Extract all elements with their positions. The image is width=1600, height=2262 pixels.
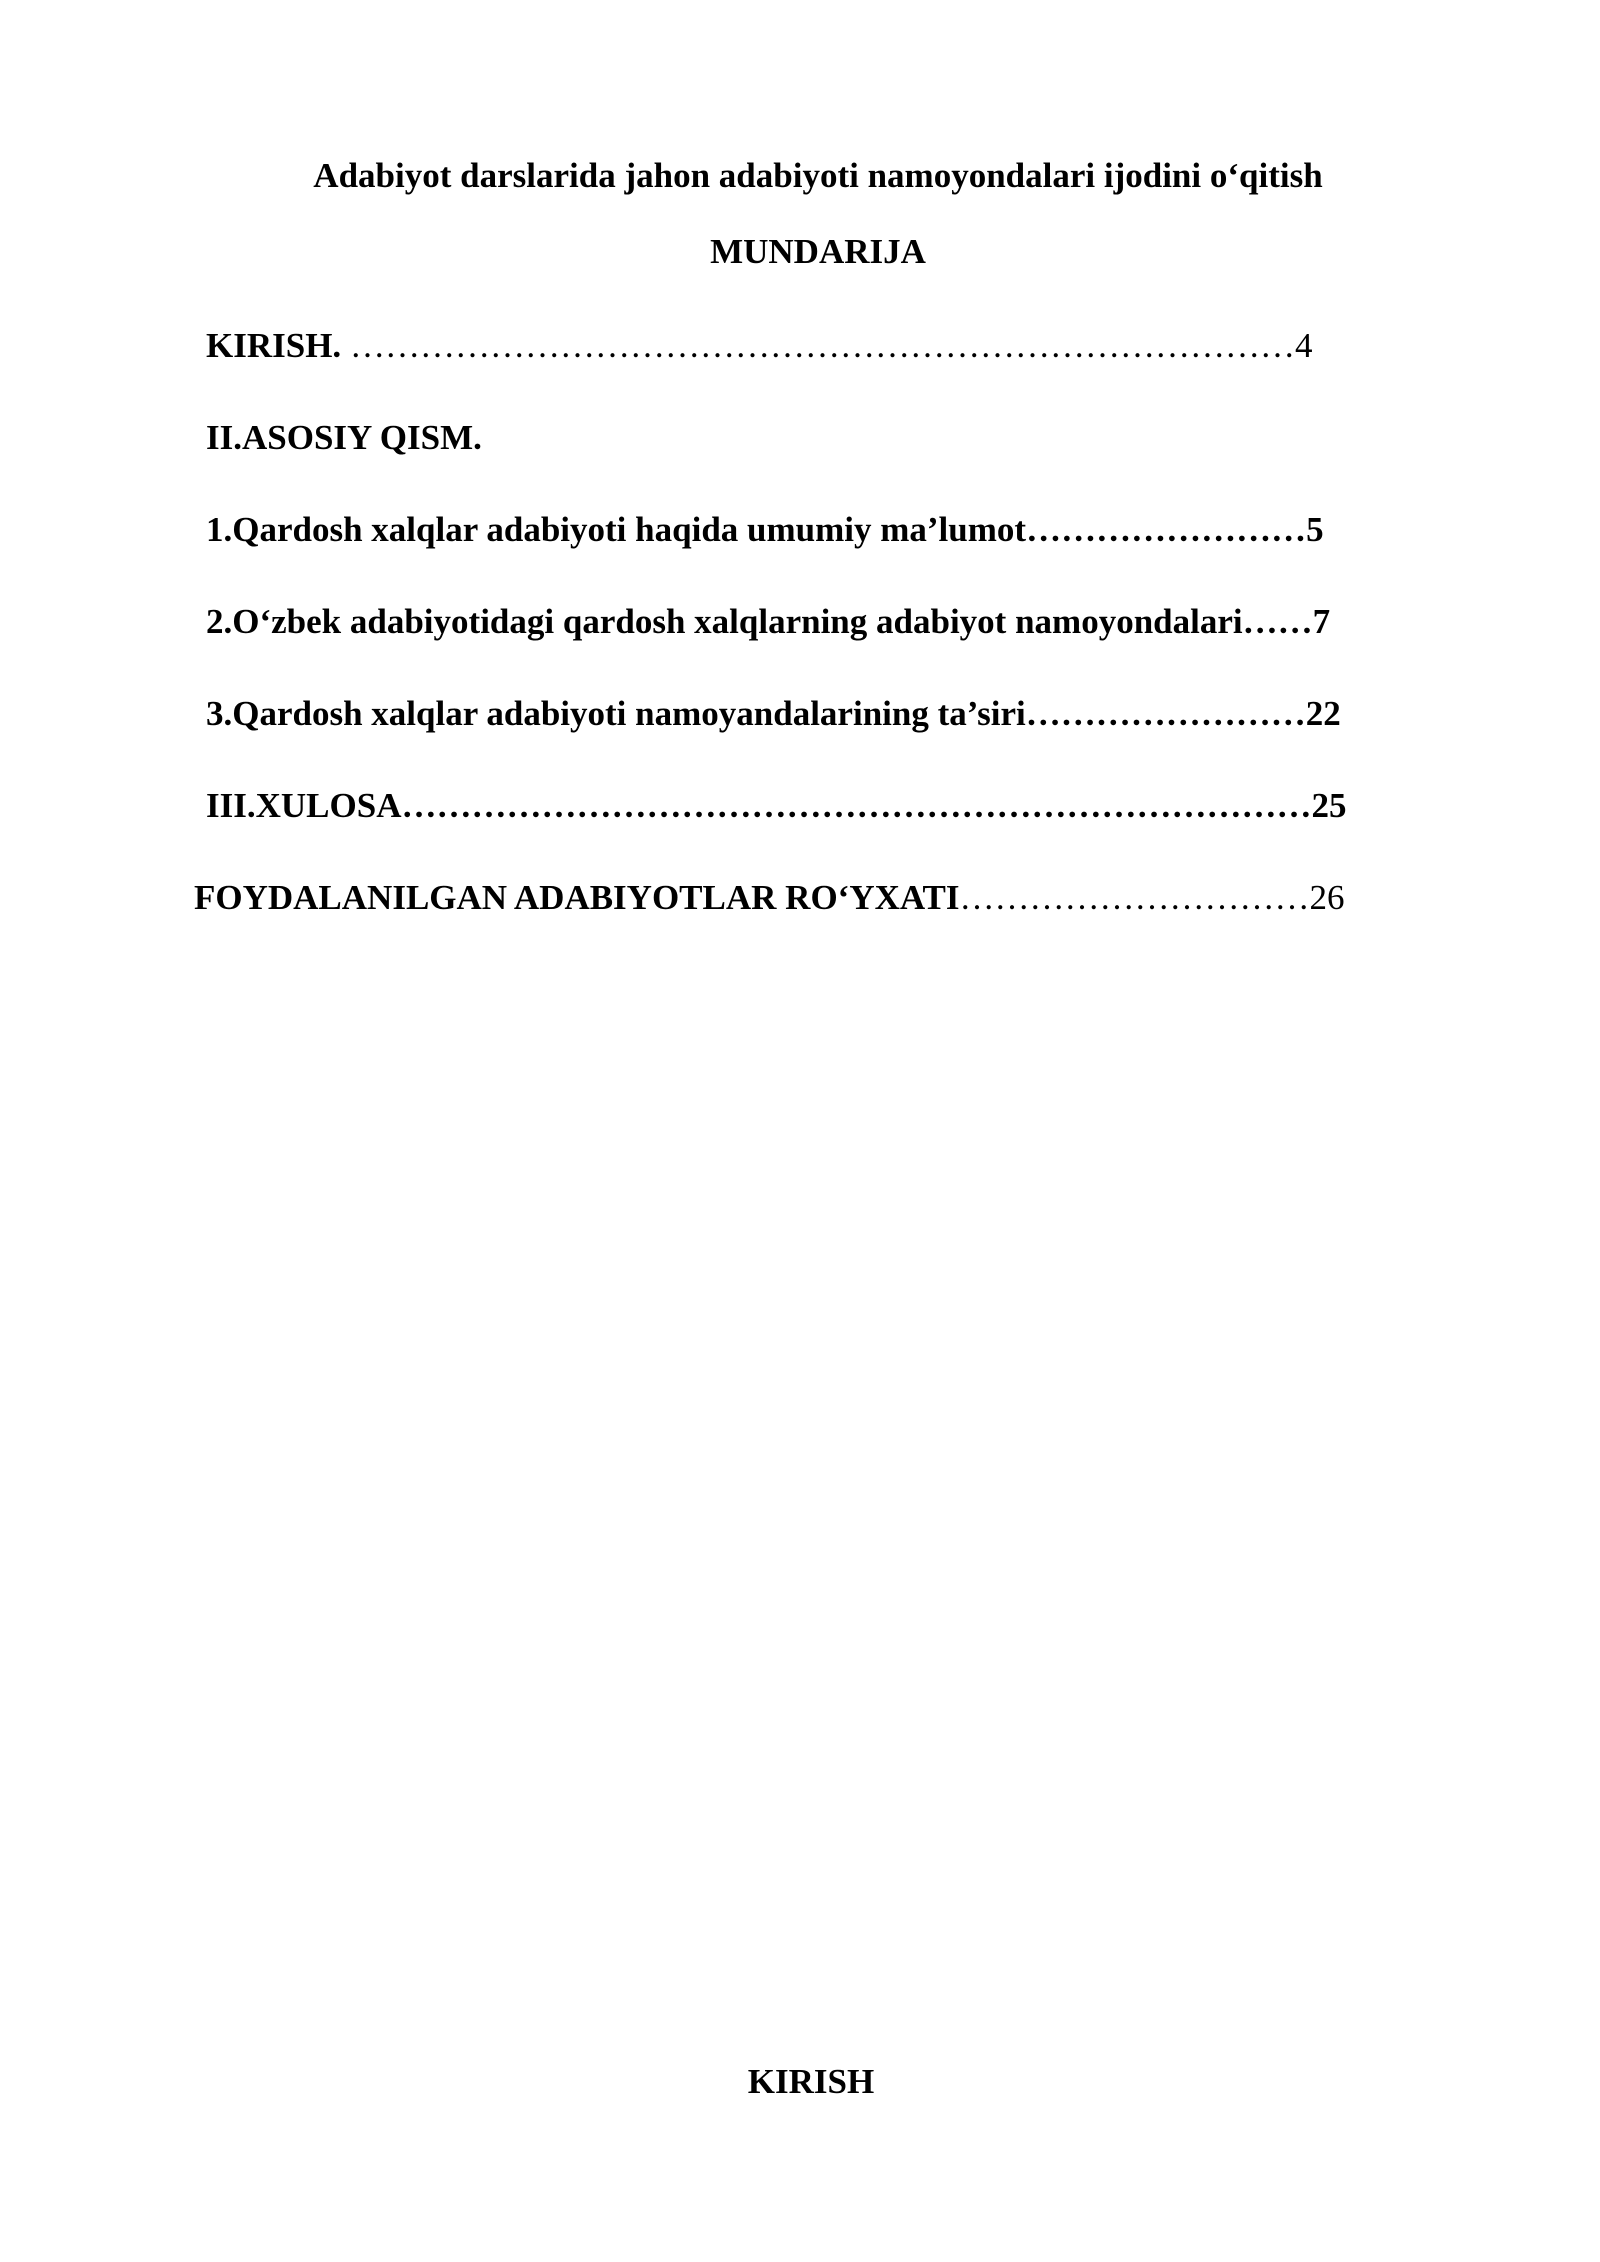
toc-entry-adabiyotlar bbox=[194, 874, 1345, 922]
toc-entry-xulosa bbox=[206, 782, 1346, 830]
toc-entry-label: 2.O‘zbek adabiyotidagi qardosh xalqlarning adabiyot namoyondalari bbox=[206, 602, 1243, 641]
toc-entry-leader: ……………………………………………………………………… bbox=[341, 326, 1295, 365]
toc-entry-label: 3.Qardosh xalqlar adabiyoti namoyandalarining ta’siri bbox=[206, 694, 1026, 733]
toc-entry-label: III.XULOSA bbox=[206, 786, 402, 825]
toc-entry-page: 25 bbox=[1311, 786, 1347, 825]
toc-entry-page: 26 bbox=[1309, 878, 1345, 917]
toc-entry-asosiy-qism bbox=[206, 414, 482, 462]
toc-entry-1 bbox=[206, 506, 1324, 554]
toc-entry-label: KIRISH. bbox=[206, 326, 342, 365]
toc-entry-label: 1.Qardosh xalqlar adabiyoti haqida umumiy ma’lumot bbox=[206, 510, 1027, 549]
toc-entry-leader: ………………………… bbox=[959, 878, 1310, 917]
toc-entry-label: FOYDALANILGAN ADABIYOTLAR RO‘YXATI bbox=[194, 878, 960, 917]
toc-entry-leader: …………………………………………………………………… bbox=[401, 786, 1312, 825]
toc-entry-page: 22 bbox=[1305, 694, 1341, 733]
toc-entry-page: 5 bbox=[1306, 510, 1324, 549]
toc-entry-page: 7 bbox=[1312, 602, 1331, 641]
toc-entry-page: 4 bbox=[1294, 326, 1313, 365]
document-title: Adabiyot darslarida jahon adabiyoti namoyondalari ijodini o‘qitish bbox=[313, 156, 1323, 195]
section-heading-kirish: KIRISH bbox=[747, 2062, 875, 2101]
toc-entry-3 bbox=[206, 690, 1341, 738]
toc-entry-leader: …… bbox=[1242, 602, 1313, 641]
toc-entry-label: II.ASOSIY QISM. bbox=[206, 418, 482, 457]
toc-heading: MUNDARIJA bbox=[710, 232, 926, 271]
toc-entry-2 bbox=[206, 598, 1330, 646]
toc-entry-leader: …………………… bbox=[1026, 510, 1307, 549]
toc-entry-leader: …………………… bbox=[1025, 694, 1306, 733]
toc-entry-kirish bbox=[206, 322, 1312, 370]
